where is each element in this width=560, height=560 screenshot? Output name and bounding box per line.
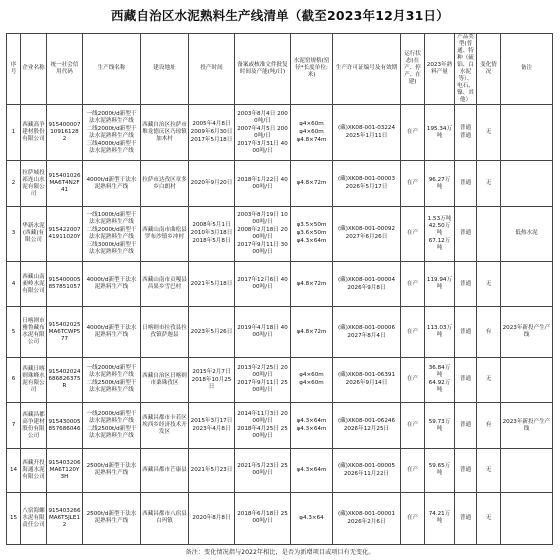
- cell-line: 普通: [459, 180, 472, 187]
- cell-addr: [141, 492, 189, 544]
- cell-op: [189, 207, 235, 261]
- cell-op: [189, 403, 235, 449]
- cell-line: 普通: [459, 133, 472, 140]
- cell-line: 2023年4月8日: [192, 426, 231, 433]
- cell-code: 91542200741911020Y: [47, 207, 83, 261]
- cell-op: [189, 449, 235, 493]
- cell-company: 八宿海螺水泥有限责任公司: [21, 492, 47, 544]
- cell-line: 36.84万吨: [428, 365, 451, 379]
- cell-kiln: [291, 207, 333, 261]
- cell-output: [425, 403, 455, 449]
- table-row: [7, 449, 553, 493]
- cell-line: 二线2500t/d新型干法水泥熟料生产线: [86, 426, 137, 440]
- cell-line: 2008年5月1日: [192, 222, 231, 229]
- cell-line: φ4.8×74m: [296, 137, 327, 144]
- cell-remark: [501, 357, 553, 403]
- cell-line: 普通: [459, 422, 472, 429]
- cell-change: 无: [477, 357, 501, 403]
- cell-addr: [141, 449, 189, 493]
- column-header: 序号: [7, 34, 21, 105]
- table-header-row: [7, 34, 553, 105]
- cell-output: [425, 357, 455, 403]
- cell-line: 2500t/d新型干法水泥熟料生产线: [86, 463, 137, 477]
- cell-line: (藏)XK08-001-00006: [337, 324, 396, 331]
- cell-line: φ4×60m: [299, 129, 324, 136]
- column-header: 企业名称: [21, 34, 47, 105]
- cell-line: 195.34万吨: [426, 125, 453, 139]
- column-header: 统一社会信用代码: [47, 34, 83, 105]
- cell-change: 无: [477, 261, 501, 307]
- cell-line: 2026年9月8日: [347, 284, 386, 291]
- cell-no: 15: [7, 492, 21, 544]
- cell-line: 59.65万吨: [428, 463, 451, 477]
- clinker-line-table: [6, 33, 553, 545]
- cell-change: 无: [477, 449, 501, 493]
- cell-line: 二线2000t/d新型干法水泥熟料生产线: [86, 226, 137, 240]
- cell-kiln: [291, 449, 333, 493]
- cell-line: φ4×60m: [299, 380, 324, 387]
- cell-line: 74.21万吨: [428, 511, 451, 525]
- cell-change: 有: [477, 403, 501, 449]
- cell-status: [401, 403, 425, 449]
- cell-remark: [501, 261, 553, 307]
- table-row: [7, 357, 553, 403]
- cell-output: [425, 104, 455, 161]
- cell-type: [455, 104, 477, 161]
- cell-appr: [235, 104, 291, 161]
- cell-remark: [501, 492, 553, 544]
- cell-code: 915430005857686046: [47, 403, 83, 449]
- cell-line: 西藏昌都市芒康县: [142, 466, 187, 473]
- cell-output: [425, 261, 455, 307]
- cell-output: [425, 492, 455, 544]
- table-row: [7, 492, 553, 544]
- cell-lic: [333, 261, 401, 307]
- cell-line: 2026年2月6日: [347, 518, 386, 525]
- cell-code: 91540000710916128 2: [47, 104, 83, 161]
- cell-line: 2018年10月25日: [191, 376, 232, 390]
- cell-no: 7: [7, 403, 21, 449]
- cell-status: [401, 307, 425, 357]
- cell-addr: [141, 207, 189, 261]
- table-row: [7, 104, 553, 161]
- cell-status: [401, 104, 425, 161]
- cell-company: 西藏昌都高争建材股份有限公司: [21, 403, 47, 449]
- cell-addr: [141, 104, 189, 161]
- cell-appr: [235, 161, 291, 207]
- cell-line: 96.27万吨: [428, 176, 451, 190]
- cell-line: 2008年2月18日 2000吨/日: [237, 226, 288, 240]
- cell-lic: [333, 492, 401, 544]
- cell-company: 华新水泥(西藏)有限公司: [21, 207, 47, 261]
- cell-appr: [235, 403, 291, 449]
- cell-line: 2018年5月8日: [192, 238, 231, 245]
- cell-line: 西藏自治区日喀则市桑珠孜区: [142, 372, 187, 386]
- cell-company: 西藏山南昶岭水泥有限公司: [21, 261, 47, 307]
- cell-line: 二线2500t/d新型干法水泥熟料生产线: [86, 380, 137, 394]
- column-header: 变化情况: [477, 34, 501, 105]
- cell-line: 在产: [406, 422, 419, 429]
- cell-lines: [83, 403, 141, 449]
- cell-line: (藏)XK08-001-00005: [337, 462, 396, 469]
- cell-appr: [235, 261, 291, 307]
- cell-line: (藏)XK08-001-00001: [337, 510, 396, 517]
- cell-line: 2015年2月7日: [192, 368, 231, 375]
- cell-company: 日喀则市雅鲁藏布水泥有限公司: [21, 307, 47, 357]
- cell-line: 59.73万吨: [428, 418, 451, 432]
- cell-status: [401, 207, 425, 261]
- cell-line: 普通: [459, 125, 472, 132]
- cell-type: [455, 357, 477, 403]
- cell-type: [455, 492, 477, 544]
- column-header: 2023年熟料产量: [425, 34, 455, 105]
- cell-line: 2023年5月26日: [190, 328, 233, 335]
- cell-line: 2017年5月18日: [190, 137, 233, 144]
- cell-line: 在产: [406, 230, 419, 237]
- cell-change: 无: [477, 492, 501, 544]
- cell-line: 2027年6月26日: [345, 234, 388, 241]
- cell-line: φ3.6×50m: [296, 230, 327, 237]
- cell-lic: [333, 403, 401, 449]
- cell-line: φ4.8×72m: [296, 180, 327, 187]
- cell-line: φ4.3×64m: [296, 426, 327, 433]
- cell-lic: [333, 449, 401, 493]
- cell-op: [189, 161, 235, 207]
- cell-line: φ4.8×72m: [296, 280, 327, 287]
- column-header: 生产线名称: [83, 34, 141, 105]
- cell-line: 在产: [406, 514, 419, 521]
- cell-line: 2013年2月25日 2000吨/日: [237, 365, 288, 379]
- cell-line: 一线1000t/d新型干法水泥熟料生产线: [86, 212, 137, 225]
- cell-op: [189, 261, 235, 307]
- cell-line: 2017年9月11日 3000吨/日: [237, 241, 288, 255]
- column-header: 备案或核准文件批复时间及产能(吨/日): [235, 34, 291, 105]
- cell-line: 2026年12月25日: [343, 426, 390, 433]
- cell-change: [477, 207, 501, 261]
- cell-lic: [333, 207, 401, 261]
- cell-line: (藏)XK08-001-03224: [337, 125, 396, 132]
- cell-line: 113.03万吨: [426, 325, 453, 338]
- cell-line: 普通: [459, 280, 472, 287]
- cell-lines: [83, 492, 141, 544]
- cell-line: 一线2000t/d新型干法水泥熟料生产线: [86, 110, 137, 124]
- cell-line: 2026年11月22日: [343, 470, 390, 477]
- cell-kiln: [291, 104, 333, 161]
- cell-output: [425, 449, 455, 493]
- cell-line: 4000t/d新型干法水泥熟料生产线: [86, 176, 137, 190]
- cell-kiln: [291, 261, 333, 307]
- cell-lic: [333, 307, 401, 357]
- cell-line: 2017年3月31日 4000吨/日: [237, 140, 288, 154]
- cell-appr: [235, 449, 291, 493]
- cell-appr: [235, 492, 291, 544]
- cell-line: 2021年5月23日 2500吨/日: [237, 463, 288, 477]
- cell-addr: [141, 261, 189, 307]
- cell-line: 一线2000t/d新型干法水泥熟料生产线: [86, 365, 137, 379]
- table-row: [7, 161, 553, 207]
- cell-type: [455, 207, 477, 261]
- cell-no: 6: [7, 357, 21, 403]
- cell-line: 4000t/d新型干法水泥熟料生产线: [86, 277, 137, 291]
- cell-lic: [333, 161, 401, 207]
- cell-output: [425, 161, 455, 207]
- cell-line: 日喀则市拉孜县拉孜镇萨迦县: [142, 325, 187, 338]
- cell-line: 42.50万吨: [428, 223, 451, 237]
- cell-addr: [141, 307, 189, 357]
- footnote: 备注：变化情况指与2022年相比，是否为新增项目或项目有无变化。: [185, 549, 375, 556]
- cell-line: 2025年1月11日: [345, 133, 388, 140]
- cell-lic: [333, 357, 401, 403]
- cell-appr: [235, 207, 291, 261]
- cell-no: 2: [7, 161, 21, 207]
- cell-line: 67.12万吨: [428, 238, 451, 252]
- cell-line: 119.94万吨: [426, 277, 453, 291]
- cell-code: 915403266MA6T5JLE12: [47, 492, 83, 544]
- cell-line: (藏)XK08-001-00003: [337, 176, 396, 183]
- cell-kiln: [291, 357, 333, 403]
- cell-line: 2017年12月6日 4000吨/日: [237, 277, 288, 291]
- cell-line: 西藏自治区拉萨市堆龙德庆区乃琼镇加木村: [142, 122, 187, 143]
- cell-line: φ4.3×64m: [296, 238, 327, 245]
- cell-line: 2020年8月8日: [192, 514, 231, 521]
- cell-line: 西藏昌都市卡若区埃西乡经济技术开发区: [142, 415, 187, 436]
- cell-output: [425, 207, 455, 261]
- cell-line: φ4.3×64: [299, 514, 324, 521]
- cell-lines: [83, 207, 141, 261]
- cell-op: [189, 357, 235, 403]
- cell-op: [189, 492, 235, 544]
- cell-line: 在产: [406, 328, 419, 335]
- cell-line: (藏)XK08-001-06391: [337, 372, 396, 379]
- cell-code: 915403206MA6T120Y3H: [47, 449, 83, 493]
- cell-line: φ4.3×64m: [296, 466, 327, 473]
- cell-line: 2005年4月8日: [192, 121, 231, 128]
- column-header: 备注: [501, 34, 553, 105]
- cell-lines: [83, 307, 141, 357]
- cell-no: 14: [7, 449, 21, 493]
- cell-line: 2026年9月14日: [345, 380, 388, 387]
- cell-line: 西藏山南市曲松县罗布沙镇乡冲村: [142, 226, 187, 240]
- column-header: 水泥窑规格(窑径*长度单位:米): [291, 34, 333, 105]
- cell-line: (藏)XK08-001-06246: [337, 418, 396, 425]
- cell-status: [401, 261, 425, 307]
- cell-no: 4: [7, 261, 21, 307]
- cell-change: 无: [477, 104, 501, 161]
- column-header: 运行状态(在产、停产、在建): [401, 34, 425, 105]
- cell-line: 2018年1月22日 4000吨/日: [237, 176, 288, 190]
- column-header: 生产许可证编号及有效期: [333, 34, 401, 105]
- cell-no: 5: [7, 307, 21, 357]
- cell-line: 2003年8月19日 1000吨/日: [237, 212, 288, 225]
- cell-line: 拉萨市达孜区章多乡白朗村: [142, 176, 187, 190]
- cell-line: 二线2000t/d新型干法水泥熟料生产线: [86, 125, 137, 139]
- cell-appr: [235, 357, 291, 403]
- cell-line: 在产: [406, 280, 419, 287]
- column-header: 投产时间: [189, 34, 235, 105]
- cell-line: 2010年3月18日: [190, 230, 233, 237]
- cell-line: 2007年4月5日 2000吨/日: [237, 125, 288, 139]
- cell-status: [401, 161, 425, 207]
- cell-no: 3: [7, 207, 21, 261]
- cell-lines: [83, 261, 141, 307]
- cell-status: [401, 449, 425, 493]
- cell-company: 西藏日喀则珠峰水泥有限公司: [21, 357, 47, 403]
- cell-line: 普通: [459, 230, 472, 237]
- cell-addr: [141, 357, 189, 403]
- cell-line: 64.92万吨: [428, 380, 451, 394]
- column-header: 产品类型(普通、特种（硫铝、白水泥等）、电石、镍、其他）: [455, 34, 477, 105]
- cell-line: 2018年6月18日 2500吨/日: [237, 511, 288, 525]
- cell-line: 2020年9月20日: [190, 180, 233, 187]
- cell-remark: [501, 449, 553, 493]
- cell-lines: [83, 357, 141, 403]
- cell-remark: 2023年新投产生产线: [501, 307, 553, 357]
- cell-line: 2019年4月18日 4000吨/日: [237, 325, 288, 338]
- cell-line: 一线2000t/d新型干法水泥熟料生产线: [86, 411, 137, 425]
- cell-company: 西藏开投海通水泥有限公司: [21, 449, 47, 493]
- cell-type: [455, 403, 477, 449]
- cell-type: [455, 307, 477, 357]
- cell-line: (藏)XK08-001-00004: [337, 276, 396, 283]
- cell-line: 2014年11月3日 2000吨/日: [237, 411, 288, 425]
- page-title: 西藏自治区水泥熟料生产线清单（截至2023年12月31日）: [111, 8, 449, 23]
- cell-type: [455, 261, 477, 307]
- cell-lines: [83, 161, 141, 207]
- table-row: [7, 307, 553, 357]
- table-row: [7, 207, 553, 261]
- cell-remark: 低热水泥: [501, 207, 553, 261]
- cell-line: 普通: [459, 328, 472, 335]
- cell-line: 2017年9月11日 2500吨/日: [237, 380, 288, 394]
- cell-line: φ4.3×64m: [296, 418, 327, 425]
- cell-type: [455, 449, 477, 493]
- cell-line: 在产: [406, 180, 419, 187]
- cell-addr: [141, 403, 189, 449]
- cell-line: 1.53万吨: [427, 215, 452, 222]
- cell-line: 4000t/d新型干法水泥熟料生产线: [86, 325, 137, 338]
- cell-kiln: [291, 161, 333, 207]
- cell-change: 有: [477, 307, 501, 357]
- cell-remark: [501, 161, 553, 207]
- cell-code: 915402025MA6TCWP577: [47, 307, 83, 357]
- cell-status: [401, 492, 425, 544]
- cell-line: 三线4000t/d新型干法水泥熟料生产线: [86, 140, 137, 154]
- cell-line: 2003年8月4日 2000吨/日: [237, 110, 288, 124]
- cell-change: 无: [477, 161, 501, 207]
- cell-line: 2021年5月18日: [190, 280, 233, 287]
- cell-line: 在产: [406, 376, 419, 383]
- cell-line: 2018年4月25日 2500吨/日: [237, 426, 288, 440]
- cell-line: 2027年8月4日: [347, 332, 386, 339]
- cell-line: φ4×60m: [299, 121, 324, 128]
- cell-line: 2500t/d新型干法水泥熟料生产线: [86, 511, 137, 525]
- cell-line: 在产: [406, 466, 419, 473]
- cell-status: [401, 357, 425, 403]
- cell-addr: [141, 161, 189, 207]
- cell-company: 西藏高争建材股份有限公司: [21, 104, 47, 161]
- cell-no: 1: [7, 104, 21, 161]
- cell-line: 三线3000t/d新型干法水泥熟料生产线: [86, 241, 137, 255]
- cell-output: [425, 307, 455, 357]
- cell-line: 普通: [459, 466, 472, 473]
- cell-op: [189, 104, 235, 161]
- cell-lines: [83, 104, 141, 161]
- cell-line: φ4.8×72m: [296, 328, 327, 335]
- cell-company: 拉萨城投祁连山水泥有限公司: [21, 161, 47, 207]
- cell-appr: [235, 307, 291, 357]
- cell-lic: [333, 104, 401, 161]
- cell-remark: [501, 104, 553, 161]
- cell-code: 915401026MA6T4N2F41: [47, 161, 83, 207]
- cell-line: 2009年6月30日: [190, 129, 233, 136]
- cell-remark: 2023年新投产生产线: [501, 403, 553, 449]
- cell-line: 2021年5月23日: [190, 466, 233, 473]
- cell-line: 西藏山南市贡嘎县昌果乡雪巴村: [142, 277, 187, 291]
- cell-kiln: [291, 307, 333, 357]
- cell-line: 普通: [459, 376, 472, 383]
- cell-kiln: [291, 492, 333, 544]
- table-row: [7, 261, 553, 307]
- cell-code: 915402024686826375R: [47, 357, 83, 403]
- cell-line: 2026年5月17日: [345, 184, 388, 191]
- cell-line: 2015年3月17日: [190, 418, 233, 425]
- cell-line: φ4×60m: [299, 372, 324, 379]
- table-row: [7, 403, 553, 449]
- cell-type: [455, 161, 477, 207]
- cell-code: 915400005857851057: [47, 261, 83, 307]
- cell-line: (藏)XK08-001-00092: [337, 226, 396, 233]
- cell-lines: [83, 449, 141, 493]
- cell-line: φ3.5×50m: [296, 222, 327, 229]
- cell-line: 在产: [406, 129, 419, 136]
- cell-kiln: [291, 403, 333, 449]
- cell-line: 西藏昌都市八宿县白玛镇: [142, 511, 187, 525]
- cell-line: 普通: [459, 514, 472, 521]
- column-header: 建设地址: [141, 34, 189, 105]
- cell-op: [189, 307, 235, 357]
